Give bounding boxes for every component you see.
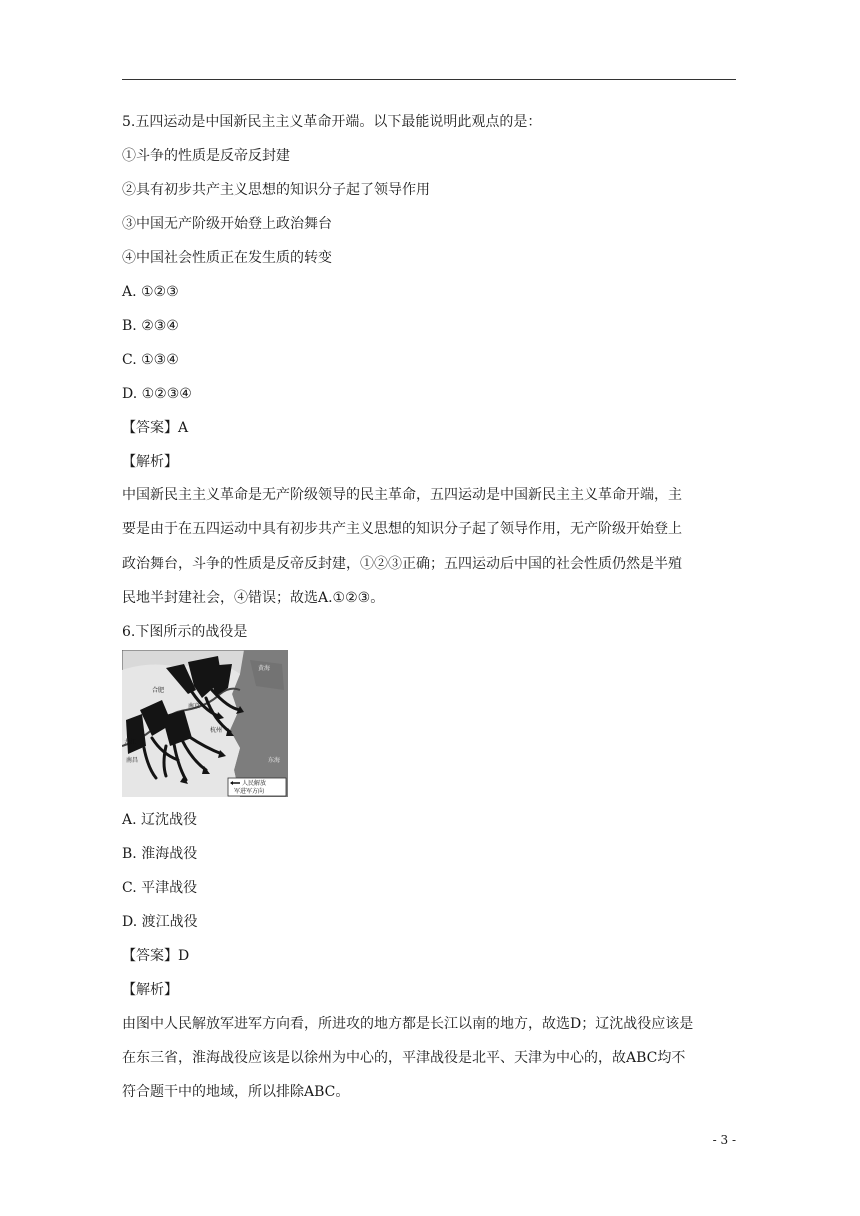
q5-statement-2: ②具有初步共产主义思想的知识分子起了领导作用: [122, 182, 430, 198]
q6-stem: 6.下图所示的战役是: [122, 624, 248, 640]
q5-statement-4: ④中国社会性质正在发生质的转变: [122, 250, 332, 266]
q6-analysis-line-3: 符合题干中的地域，所以排除ABC。: [122, 1084, 350, 1100]
header-rule: [122, 79, 736, 80]
q5-option-c: C. ①③④: [122, 352, 179, 368]
q5-statement-3: ③中国无产阶级开始登上政治舞台: [122, 216, 332, 232]
page-number: - 3 -: [712, 1133, 736, 1147]
q5-option-a: A. ①②③: [122, 284, 179, 300]
q5-analysis-label: 【解析】: [122, 454, 178, 470]
map-label-huanghai: 黄海: [258, 665, 271, 672]
map-label-donghai: 东海: [268, 757, 281, 764]
q5-stem: 5.五四运动是中国新民主主义革命开端。以下最能说明此观点的是：: [122, 114, 542, 130]
q5-analysis-line-4: 民地半封建社会，④错误；故选A.①②③。: [122, 590, 385, 606]
map-label-nanjing: 南京: [188, 703, 201, 710]
q6-analysis-line-2: 在东三省，淮海战役应该是以徐州为中心的，平津战役是北平、天津为中心的，故ABC均不: [122, 1050, 686, 1066]
q5-statement-1: ①斗争的性质是反帝反封建: [122, 148, 290, 164]
campaign-map: [122, 650, 288, 797]
map-label-hangzhou: 杭州: [210, 727, 223, 734]
q5-analysis-line-2: 要是由于在五四运动中具有初步共产主义思想的知识分子起了领导作用，无产阶级开始登上: [122, 521, 682, 537]
q6-option-d: D. 渡江战役: [122, 914, 198, 930]
q6-answer: 【答案】D: [122, 948, 190, 964]
q5-option-b: B. ②③④: [122, 318, 179, 334]
map-label-nanchang: 南昌: [126, 757, 139, 764]
q6-option-a: A. 辽沈战役: [122, 812, 198, 828]
q5-option-d: D. ①②③④: [122, 386, 192, 402]
map-label-hefei: 合肥: [152, 687, 165, 694]
map-legend-line-1: 人民解放: [242, 780, 267, 787]
map-label-jiujiang: 九江: [124, 739, 137, 746]
q6-option-c: C. 平津战役: [122, 880, 198, 896]
q5-analysis-line-1: 中国新民主主义革命是无产阶级领导的民主革命，五四运动是中国新民主主义革命开端，主: [122, 487, 682, 503]
map-legend-line-2: 军进军方向: [234, 788, 265, 795]
q5-analysis-line-3: 政治舞台，斗争的性质是反帝反封建，①②③正确；五四运动后中国的社会性质仍然是半殖: [122, 556, 682, 572]
q6-analysis-label: 【解析】: [122, 982, 178, 998]
q6-analysis-line-1: 由图中人民解放军进军方向看，所进攻的地方都是长江以南的地方，故选D；辽沈战役应该是: [122, 1016, 694, 1032]
q5-answer: 【答案】A: [122, 420, 189, 436]
q6-option-b: B. 淮海战役: [122, 846, 198, 862]
